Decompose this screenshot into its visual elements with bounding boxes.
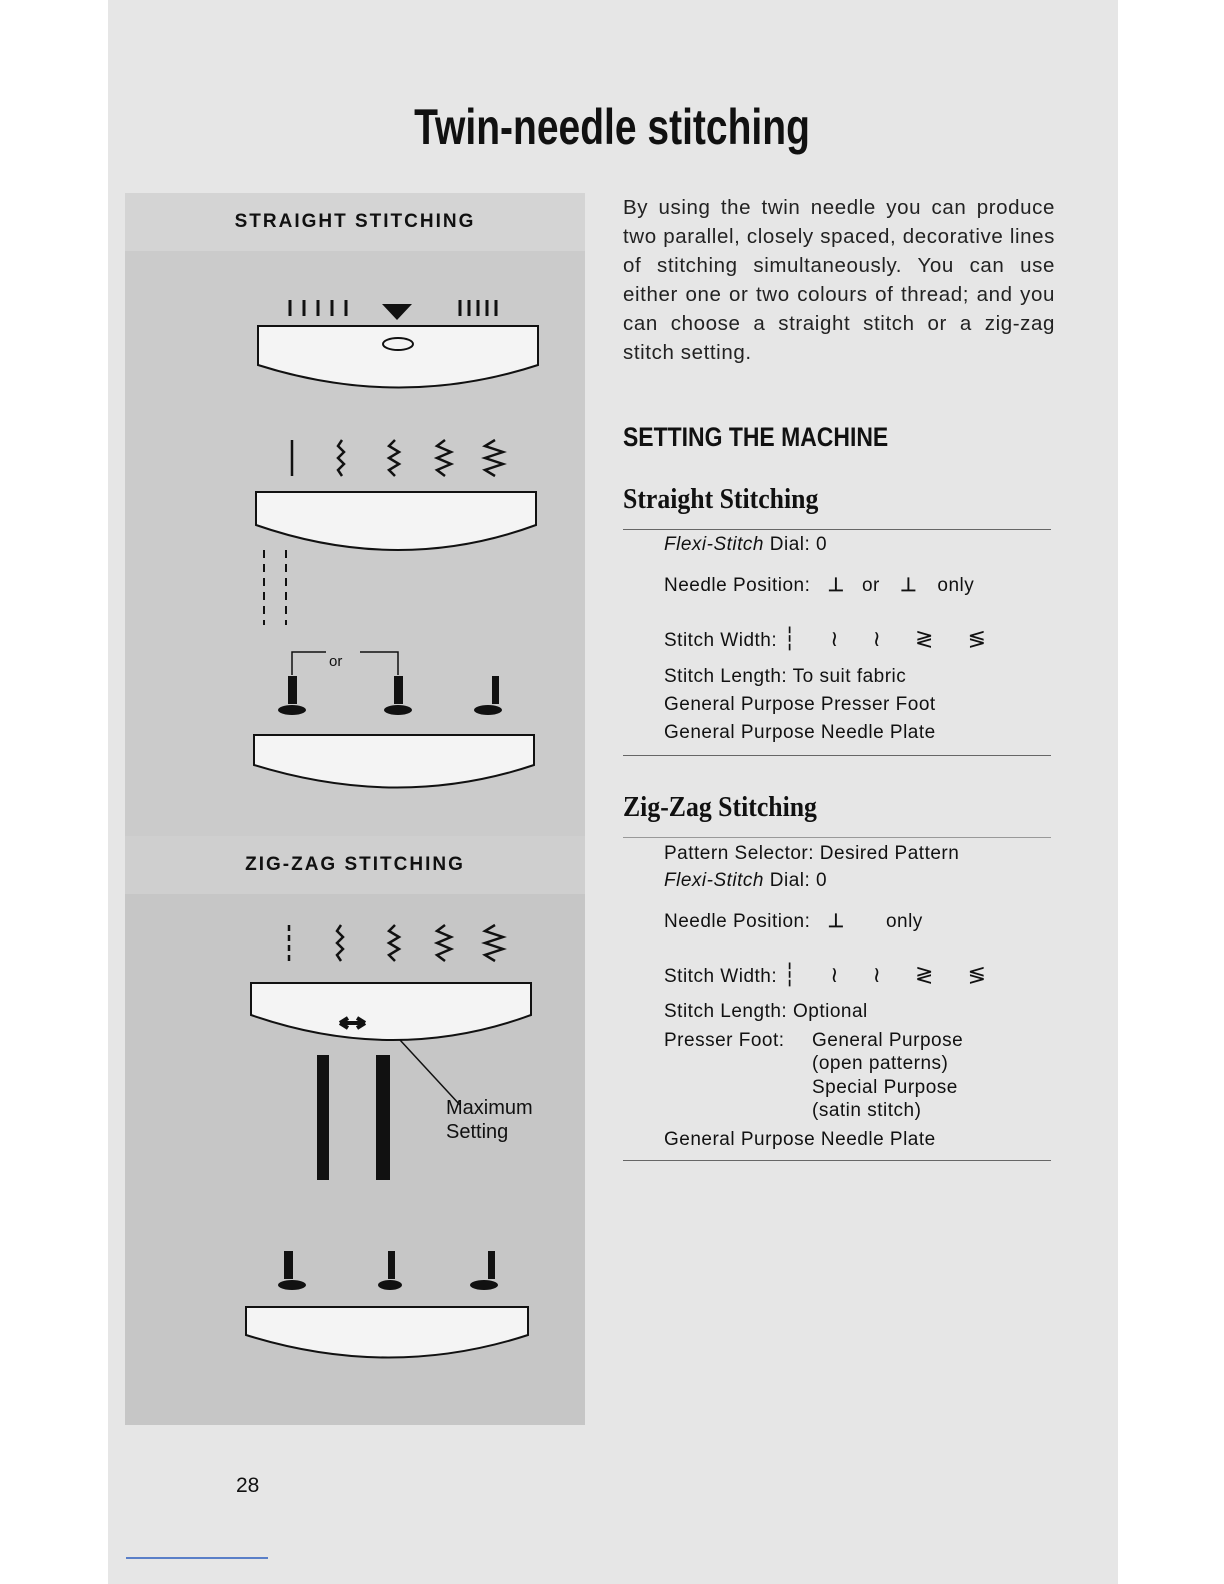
- straight-stitch-width: Stitch Width: ┆ ≀ ≀ ≷ ≶: [664, 626, 1000, 651]
- straight-stitch-length: Stitch Length: To suit fabric: [664, 666, 907, 687]
- intro-paragraph: By using the twin needle you can produce two parallel, closely spaced, decorative lines of stitching simultaneously. You can use either one or two colours of thread; and you can choose a straight stitch or a zig-zag stitch setting.: [623, 196, 1055, 364]
- maximum-label: Maximum: [446, 1097, 533, 1119]
- page-number: 28: [236, 1474, 260, 1497]
- zigzag-stitch-width: Stitch Width: ┆ ≀ ≀ ≷ ≶: [664, 962, 1000, 987]
- zigzag-stitching-header: ZIG-ZAG STITCHING: [125, 836, 585, 894]
- foot-option: (open patterns): [812, 1053, 949, 1074]
- zigzag-needle-position: Needle Position: ⊥ only: [664, 911, 923, 932]
- foot-option: General Purpose: [812, 1030, 964, 1051]
- setting-label: Setting: [446, 1121, 509, 1143]
- needle-left-icon: ⊥: [827, 575, 845, 596]
- zigzag-needle-position-illustration: [240, 1245, 540, 1375]
- zigzag-stitch-length: Stitch Length: Optional: [664, 1001, 868, 1022]
- zigzag-pattern-selector: Pattern Selector: Desired Pattern: [664, 843, 960, 864]
- zigzag-flexi-dial: Flexi-Stitch Dial: 0: [664, 870, 828, 891]
- divider: [623, 837, 1051, 838]
- straight-presser-foot: General Purpose Presser Foot: [664, 694, 936, 715]
- divider: [623, 529, 1051, 530]
- zigzag-presser-foot-label: Presser Foot:: [664, 1030, 785, 1051]
- straight-flexi-dial: Flexi-Stitch Dial: 0: [664, 534, 828, 555]
- or-label: or: [329, 653, 343, 670]
- needle-left-icon: ⊥: [827, 911, 845, 932]
- scan-edge-line: [126, 1557, 268, 1559]
- straight-stitching-heading: Straight Stitching: [623, 484, 819, 515]
- needle-center-icon: ⊥: [900, 575, 918, 596]
- stitch-width-icons: ┆ ≀ ≀ ≷ ≶: [782, 626, 1000, 651]
- stitch-width-icons: ┆ ≀ ≀ ≷ ≶: [782, 962, 1000, 987]
- foot-option: Special Purpose: [812, 1077, 958, 1098]
- foot-option: (satin stitch): [812, 1100, 922, 1121]
- zigzag-needle-plate: General Purpose Needle Plate: [664, 1129, 936, 1150]
- stitch-width-dial-illustration: [250, 430, 550, 630]
- straight-needle-position: Needle Position: ⊥ or ⊥ only: [664, 575, 975, 596]
- divider: [623, 1160, 1051, 1161]
- setting-the-machine-heading: SETTING THE MACHINE: [623, 422, 889, 452]
- needle-position-illustration: [250, 640, 550, 800]
- zigzag-stitching-heading: Zig-Zag Stitching: [623, 792, 817, 823]
- straight-needle-plate: General Purpose Needle Plate: [664, 722, 936, 743]
- divider: [623, 755, 1051, 756]
- page-title: Twin-needle stitching: [414, 99, 810, 155]
- zigzag-width-dial-illustration: [245, 915, 545, 1195]
- straight-stitching-header: STRAIGHT STITCHING: [125, 193, 585, 251]
- stitch-length-dial-illustration: [250, 290, 550, 390]
